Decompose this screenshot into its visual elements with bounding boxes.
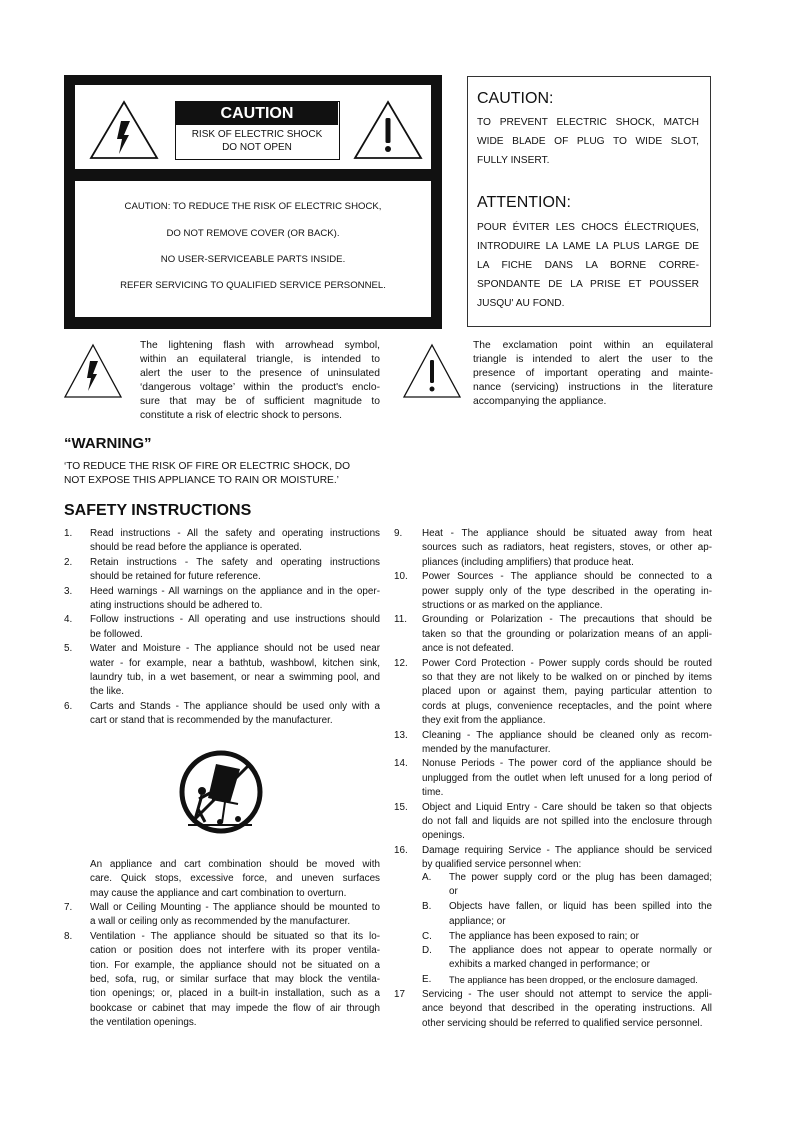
safety-instructions-heading: SAFETY INSTRUCTIONS: [64, 502, 252, 519]
list-item-text: [422, 527, 712, 570]
list-item-text: [90, 901, 380, 930]
text-line: SPONDANTE DE LA PRISE ET POUSSER: [477, 279, 699, 290]
text-line: by qualified service personnel when:: [422, 859, 582, 871]
text-line: TO PREVENT ELECTRIC SHOCK, MATCH: [477, 117, 699, 128]
text-line: POUR ÉVITER LES CHOCS ÉLECTRIQUES,: [477, 222, 699, 233]
text-line: appliance; or: [449, 915, 506, 927]
list-item-number: 10.: [394, 571, 408, 583]
text-line: Follow instructions - All operating and use instructions should: [90, 614, 380, 626]
text-line: constitute a risk of electric shock to persons.: [140, 410, 343, 421]
sub-list-item-letter: D.: [422, 945, 432, 956]
lightning-symbol-icon: [63, 343, 123, 399]
exclamation-symbol-icon: [402, 343, 462, 399]
list-item-text: [422, 570, 712, 613]
caution-heading: CAUTION:: [477, 90, 554, 107]
caution-line: NO USER-SERVICEABLE PARTS INSIDE.: [160, 254, 346, 265]
attention-heading: ATTENTION:: [477, 194, 571, 211]
list-item-number: 8.: [64, 930, 73, 942]
text-line: the like.: [90, 686, 125, 698]
text-line: may cause the appliance and cart combination to overturn.: [90, 887, 347, 899]
text-line: Carts and Stands - The appliance should be used only with a: [90, 700, 380, 712]
warning-heading: “WARNING”: [64, 435, 152, 452]
list-item-number: 2.: [64, 556, 73, 568]
list-item-text: [422, 757, 712, 800]
text-line: cation or position does not interfere with its proper ventila-: [90, 945, 380, 957]
text-line: Water and Moisture - The appliance should not be used near: [90, 643, 380, 655]
caution-line: REFER SERVICING TO QUALIFIED SERVICE PERSONNEL.: [120, 280, 386, 291]
list-item-text: [422, 844, 712, 873]
text-line: JUSQU' AU FOND.: [477, 298, 565, 309]
text-line: power supply only of the type described in the operating in-: [422, 585, 712, 597]
caution-panel-text: [75, 181, 431, 317]
text-line: bookcase or cabinet that may impede the flow of air through: [90, 1002, 380, 1014]
list-item-text: [422, 657, 712, 729]
text-line: Heed warnings - All warnings on the appliance and in the oper-: [90, 585, 380, 597]
text-line: structions or as marked on the appliance.: [422, 600, 603, 611]
text-line: triangle is intended to alert the user to the: [473, 354, 713, 365]
list-item-number: 3.: [64, 585, 73, 597]
text-line: other servicing should be referred to qualified service personnel.: [422, 1017, 703, 1029]
text-line: Heat - The appliance should be situated away from heat: [422, 528, 712, 539]
text-line: within an equilateral triangle, is intended to: [140, 354, 380, 365]
text-line: bed, sofa, rug, or similar surface that may block the ventila-: [90, 974, 380, 986]
text-line: presence of important operating and mainte-: [473, 368, 713, 379]
list-item-number: 15.: [394, 801, 408, 813]
text-line: Object and Liquid Entry - Care should be taken so that objects: [422, 801, 712, 813]
sub-list-item-text: [449, 900, 712, 929]
caution-label-line: DO NOT OPEN: [222, 142, 292, 153]
list-item-number: 5.: [64, 643, 73, 655]
lightning-symbol-description: [140, 339, 380, 423]
text-line: Read instructions - All the safety and operating instructions: [90, 528, 380, 539]
text-line: The appliance does not appear to operate normally or: [449, 945, 712, 956]
list-item-number: 11.: [394, 614, 407, 626]
text-line: An appliance and cart combination should be moved with: [90, 859, 380, 870]
text-line: the ventilation openings.: [90, 1017, 197, 1029]
text-line: Wall or Ceiling Mounting - The appliance should be mounted to: [90, 902, 380, 913]
sub-list-item-letter: C.: [422, 930, 432, 942]
text-line: should be retained for future reference.: [90, 571, 261, 583]
caution-label-line: RISK OF ELECTRIC SHOCK: [191, 129, 323, 140]
text-line: The appliance has been exposed to rain; or: [449, 930, 639, 942]
text-line: they exit from the appliance.: [422, 715, 546, 727]
list-item-number: 13.: [394, 729, 408, 741]
text-line: care. Quick stops, excessive force, and uneven surfaces: [90, 873, 380, 885]
list-item-number: 9.: [394, 528, 403, 539]
text-line: tion openings; or, placed in a built-in installation, such as a: [90, 988, 380, 1000]
list-item-number: 16.: [394, 844, 408, 856]
text-line: do not fall and liquids are not spilled into the enclosure through: [422, 816, 712, 827]
text-line: The appliance has been dropped, or the enclosure damaged.: [449, 974, 698, 985]
list-item-number: 4.: [64, 614, 73, 626]
text-line: The exclamation point within an equilateral: [473, 340, 713, 351]
sub-list-item-text: [449, 871, 712, 900]
text-line: pliances (including amplifiers) that produce heat.: [422, 556, 634, 568]
text-line: ance beyond that described in the operating instructions. All: [422, 1003, 712, 1015]
text-line: sure that may be of sufficient magnitude to: [140, 396, 380, 407]
sub-list-item-text: [449, 930, 712, 944]
text-line: or: [449, 886, 458, 898]
exclamation-symbol-description: [473, 339, 713, 409]
text-line: should be read before the appliance is operated.: [90, 542, 302, 554]
text-line: placed upon or against them, paying particular attention to: [422, 686, 712, 698]
sub-list-item-text: [449, 973, 712, 987]
text-line: be followed.: [90, 628, 143, 640]
list-item-number: 12.: [394, 657, 408, 669]
list-item-text: [90, 556, 380, 585]
list-item-text: [90, 700, 380, 729]
text-line: Power Cord Protection - Power supply cords should be routed: [422, 657, 712, 669]
text-line: nance (servicing) instructions in the literature: [473, 382, 713, 393]
text-line: sources such as radiators, heat registers, stoves, or other ap-: [422, 542, 712, 554]
text-line: Damage requiring Service - The appliance should be serviced: [422, 844, 712, 856]
list-item-number: 17: [394, 989, 405, 1000]
list-item-text: [90, 613, 380, 642]
text-line: tion. For example, the appliance should not be situated on a: [90, 959, 380, 971]
text-line: ating instructions should be adhered to.: [90, 600, 263, 611]
text-line: laundry tub, in a wet basement, or near a swimming pool, and: [90, 672, 380, 683]
text-line: exhibits a marked changed in performance; or: [449, 959, 650, 971]
warning-text: [64, 460, 350, 487]
list-item-text: [90, 642, 380, 700]
attention-french-text: [477, 218, 699, 313]
text-line: ‘TO REDUCE THE RISK OF FIRE OR ELECTRIC SHOCK, DO: [64, 461, 351, 472]
text-line: time.: [422, 787, 444, 799]
text-line: The lightening flash with arrowhead symbol,: [140, 340, 380, 351]
text-line: The power supply cord or the plug has been damaged;: [449, 872, 712, 883]
caution-label-title: CAUTION: [176, 102, 338, 125]
text-line: WIDE BLADE OF PLUG TO WIDE SLOT,: [477, 136, 699, 147]
text-line: INTRODUIRE LA LAME LA PLUS LARGE DE: [477, 241, 699, 252]
caution-line: CAUTION: TO REDUCE THE RISK OF ELECTRIC SHOCK,: [124, 201, 382, 212]
text-line: Grounding or Polarization - The precautions that should be: [422, 614, 712, 626]
cart-caution-note: [90, 858, 380, 901]
text-line: Ventilation - The appliance should be situated so that its lo-: [90, 930, 380, 942]
list-item-text: [90, 585, 380, 614]
text-line: a wall or ceiling only as recommended by the manufacturer.: [90, 916, 351, 928]
sub-list-item-letter: E.: [422, 973, 432, 985]
list-item-number: 7.: [64, 902, 73, 913]
caution-english-text: [477, 113, 699, 170]
exclamation-warning-icon: [352, 99, 424, 161]
text-line: NOT EXPOSE THIS APPLIANCE TO RAIN OR MOISTURE.’: [64, 474, 339, 486]
text-line: alert the user to the presence of uninsulated: [140, 368, 380, 379]
sub-list-item-text: [449, 944, 712, 973]
text-line: FULLY INSERT.: [477, 155, 550, 166]
lightning-warning-icon: [88, 99, 160, 161]
text-line: so that they are not likely to be walked on or pinched by items: [422, 672, 712, 683]
text-line: water - for example, near a bathtub, washbowl, kitchen sink,: [90, 657, 380, 669]
text-line: cart or stand that is recommended by the manufacturer.: [90, 715, 333, 727]
sub-list-item-letter: A.: [422, 872, 432, 883]
list-item-text: [422, 801, 712, 844]
list-item-text: [90, 930, 380, 1031]
list-item-number: 6.: [64, 700, 73, 712]
list-item-text: [90, 527, 380, 556]
text-line: unplugged from the outlet when left unused for a long period of: [422, 772, 712, 784]
cart-tipover-warning-icon: [178, 749, 264, 835]
text-line: LA FICHE DANS LA BORNE CORRE-: [477, 260, 699, 271]
text-line: openings.: [422, 830, 465, 842]
text-line: Objects have fallen, or liquid has been spilled into the: [449, 901, 712, 913]
text-line: taken so that the grounding or polarization means of an appli-: [422, 628, 712, 640]
list-item-text: [422, 988, 712, 1031]
text-line: mended by the manufacturer.: [422, 744, 551, 755]
text-line: Power Sources - The appliance should be connected to a: [422, 571, 712, 583]
list-item-number: 1.: [64, 528, 73, 539]
sub-list-item-letter: B.: [422, 901, 432, 913]
text-line: Cleaning - The appliance should be cleaned only as recom-: [422, 729, 712, 741]
text-line: Nonuse Periods - The power cord of the appliance should be: [422, 758, 712, 770]
list-item-text: [422, 613, 712, 656]
text-line: accompanying the appliance.: [473, 396, 607, 407]
text-line: cords at plugs, convenience receptacles, and the point where: [422, 700, 712, 712]
text-line: Retain instructions - The safety and operating instructions: [90, 556, 380, 568]
caution-line: DO NOT REMOVE COVER (OR BACK).: [166, 228, 340, 239]
text-line: ance is not defeated.: [422, 643, 514, 655]
list-item-number: 14.: [394, 758, 408, 770]
text-line: ‘dangerous voltage’ within the product's enclo-: [140, 382, 380, 393]
text-line: Servicing - The user should not attempt to service the appli-: [422, 989, 712, 1000]
list-item-text: [422, 729, 712, 758]
